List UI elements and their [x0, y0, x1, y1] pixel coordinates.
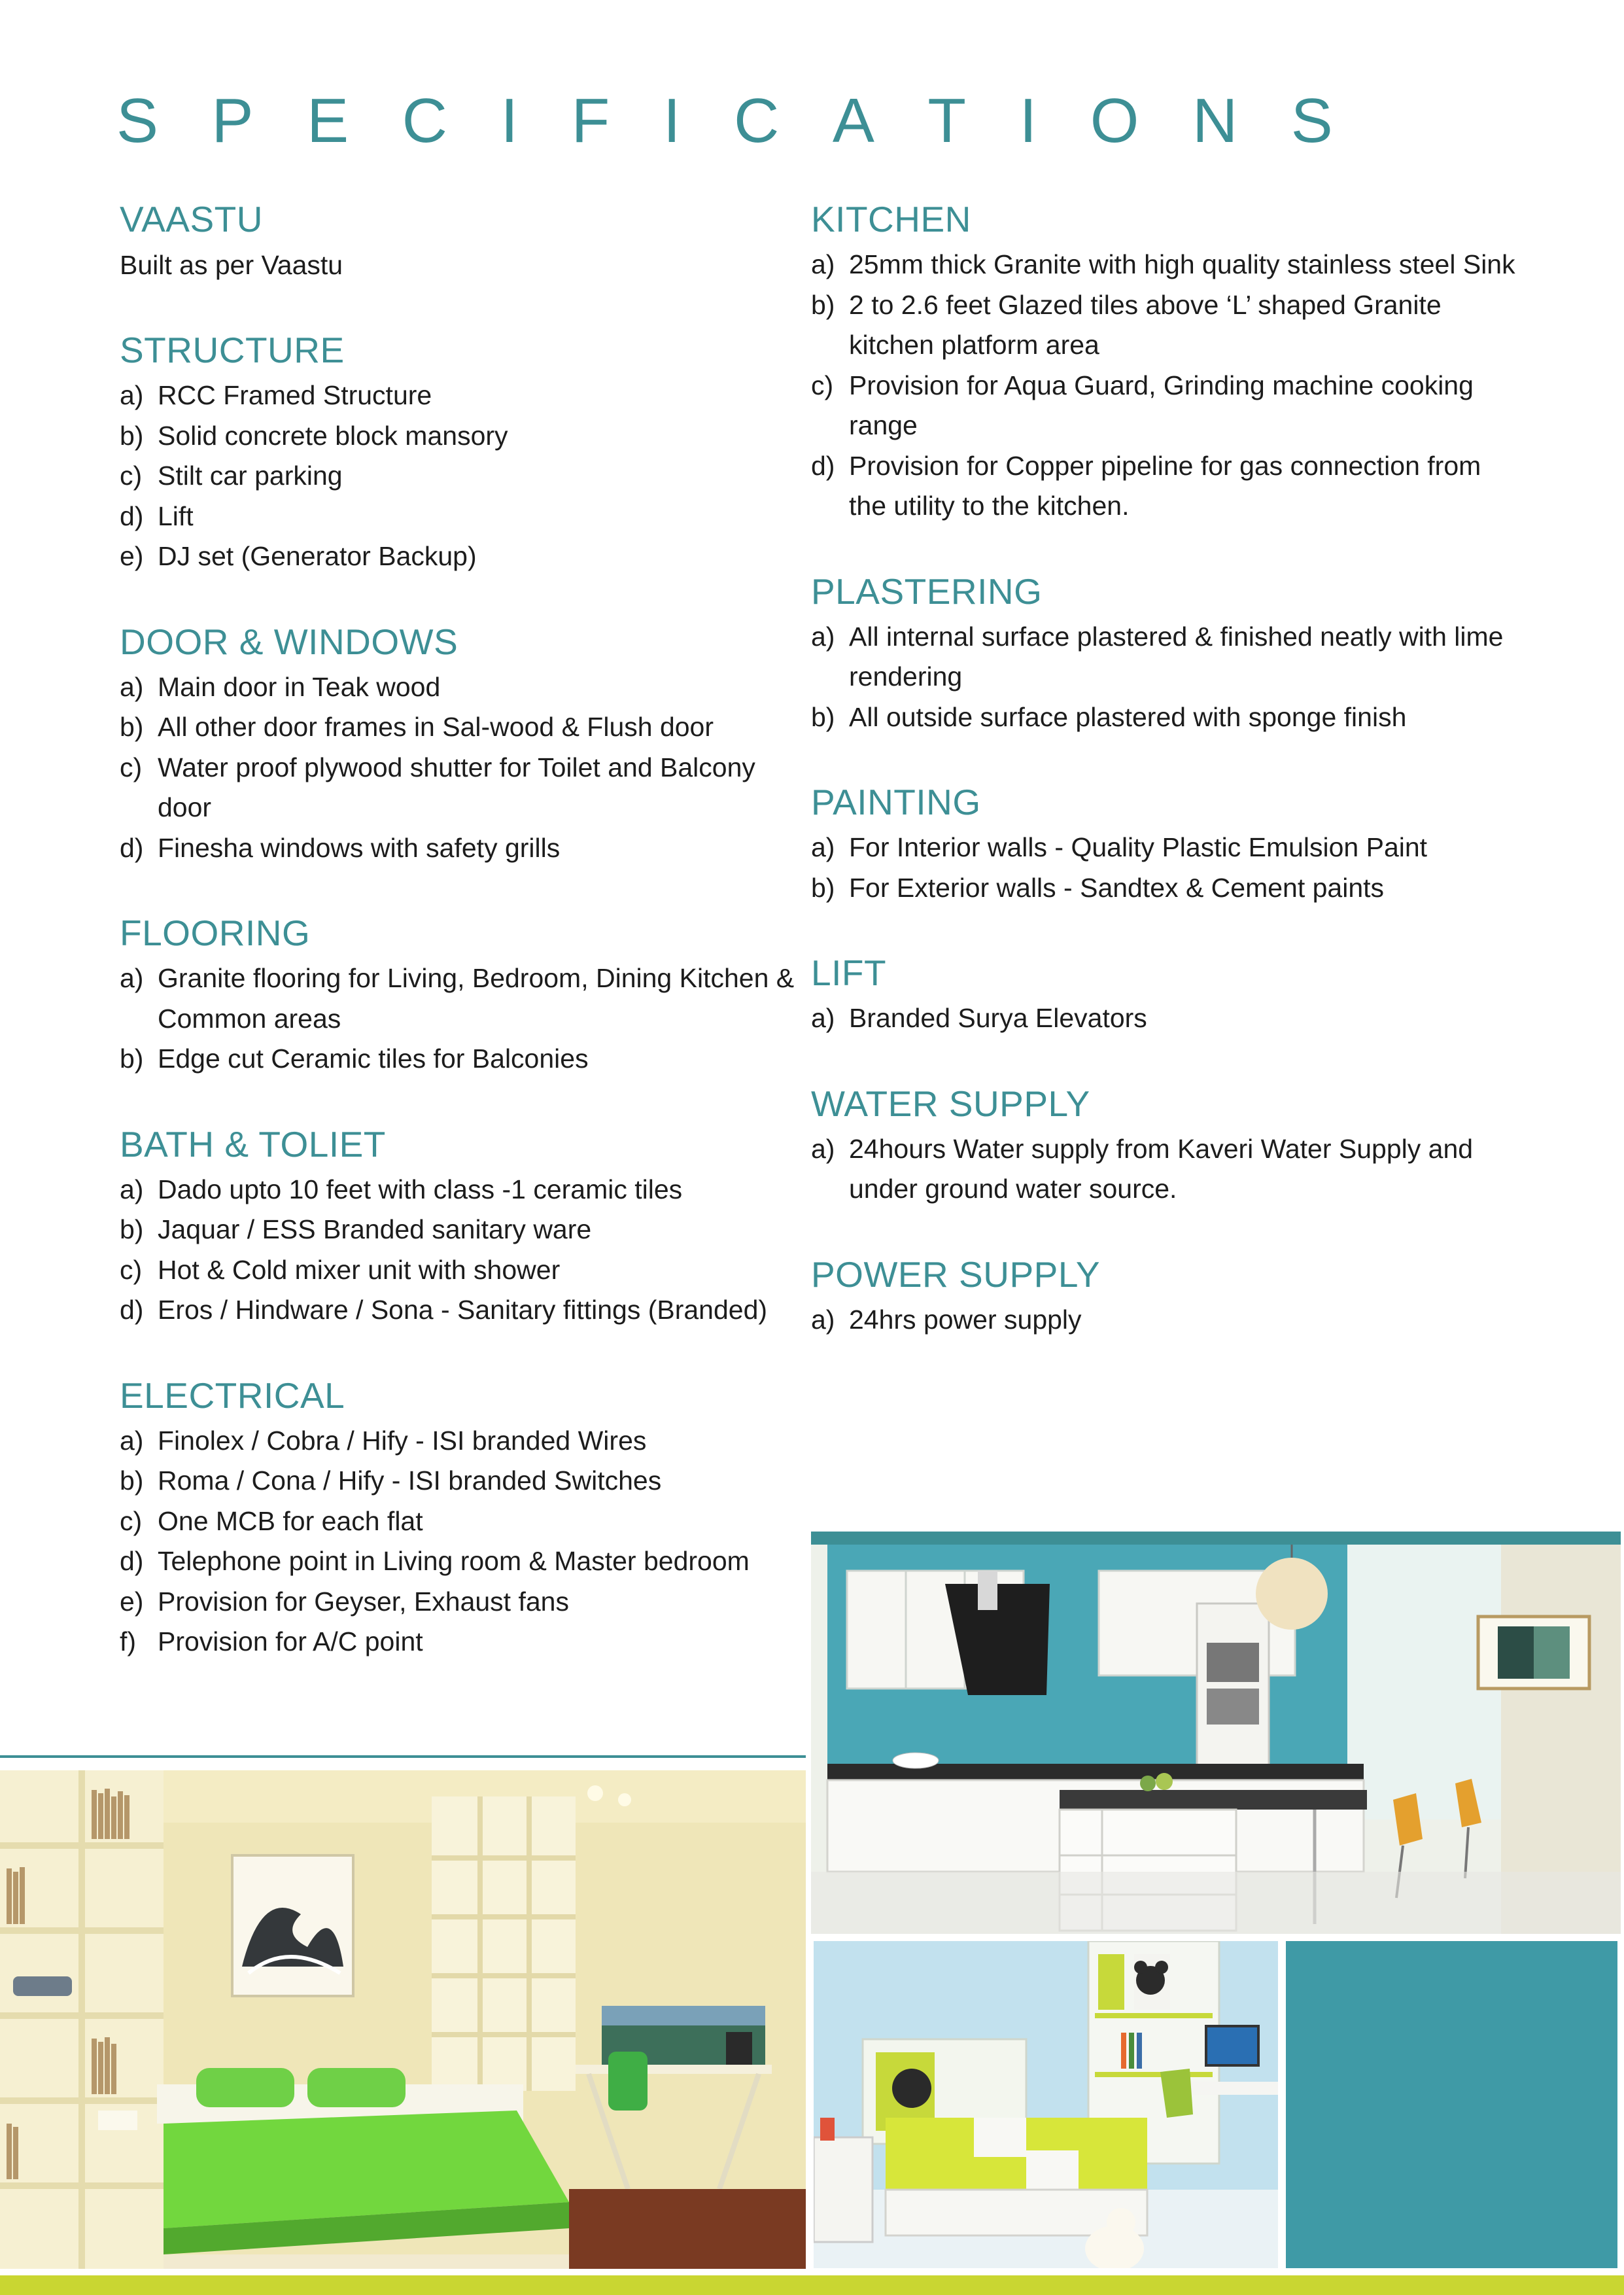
list-marker: a) [811, 1133, 835, 1164]
title-letter: S [116, 86, 159, 156]
list-item-text: One MCB for each flat [158, 1505, 423, 1536]
list-marker: c) [120, 1505, 143, 1536]
list-item [120, 497, 813, 537]
list-item [120, 748, 813, 828]
right-specs-column [811, 196, 1517, 1382]
list-item [120, 707, 813, 748]
list-item-text: 24hrs power supply [849, 1304, 1082, 1335]
list-marker: b) [120, 420, 144, 451]
list-item [120, 1622, 813, 1662]
list-item [120, 1250, 813, 1291]
section-heading: WATER SUPPLY [811, 1083, 1090, 1124]
list-marker: e) [120, 1586, 144, 1617]
list-item-text: Provision for Aqua Guard, Grinding machine cooking range [849, 370, 1474, 440]
spec-section [811, 779, 1517, 908]
spec-section [811, 950, 1517, 1039]
list-item [120, 958, 813, 1039]
list-item-text: Water proof plywood shutter for Toilet and Balcony door [158, 752, 755, 822]
list-item [120, 1461, 813, 1501]
title-letter: E [307, 86, 349, 156]
list-marker: a) [811, 1003, 835, 1033]
section-heading: STRUCTURE [120, 330, 345, 370]
list-marker: b) [811, 872, 835, 903]
divider-line [0, 1755, 806, 1758]
list-marker: d) [120, 1295, 144, 1325]
list-marker: c) [120, 1254, 143, 1285]
master-bedroom-photo [0, 1770, 806, 2269]
list-item-text: 24hours Water supply from Kaveri Water Supply and under ground water source. [849, 1133, 1474, 1204]
list-marker: b) [811, 289, 835, 320]
list-marker: b) [120, 1214, 144, 1244]
list-marker: f) [120, 1626, 137, 1656]
page-title [116, 85, 1333, 157]
section-heading: KITCHEN [811, 199, 971, 239]
list-item [120, 828, 813, 869]
title-letter: F [571, 86, 610, 156]
list-item [120, 1582, 813, 1622]
spec-list [811, 828, 1517, 908]
list-item [120, 416, 813, 457]
spec-section [120, 196, 813, 285]
left-specs-column [120, 196, 813, 1704]
list-marker: b) [811, 701, 835, 732]
title-letter: P [211, 86, 254, 156]
list-marker: a) [811, 1304, 835, 1335]
list-item [811, 868, 1517, 909]
title-letter: T [927, 86, 967, 156]
list-item-text: DJ set (Generator Backup) [158, 541, 477, 571]
list-item [120, 536, 813, 577]
section-heading: LIFT [811, 953, 887, 993]
list-marker: a) [120, 380, 144, 410]
title-letter: C [734, 86, 780, 156]
title-letter: C [402, 86, 447, 156]
list-marker: b) [120, 1465, 144, 1496]
spec-section [120, 1373, 813, 1662]
list-item-text: Telephone point in Living room & Master bedroom [158, 1546, 750, 1576]
list-item-text: 2 to 2.6 feet Glazed tiles above ‘L’ shaped Granite kitchen platform area [849, 289, 1442, 360]
list-item-text: For Exterior walls - Sandtex & Cement paints [849, 872, 1385, 903]
spec-list [811, 245, 1517, 527]
list-marker: a) [811, 832, 835, 862]
list-marker: a) [120, 1425, 144, 1456]
list-item-text: Provision for Geyser, Exhaust fans [158, 1586, 569, 1617]
list-item-text: Jaquar / ESS Branded sanitary ware [158, 1214, 592, 1244]
list-marker: b) [120, 1043, 144, 1074]
list-item [811, 1300, 1517, 1340]
spec-list [811, 617, 1517, 738]
list-item [811, 245, 1517, 285]
list-item [120, 1210, 813, 1250]
list-item [120, 667, 813, 708]
list-item [120, 1501, 813, 1542]
list-item-text: All internal surface plastered & finished neatly with lime rendering [849, 621, 1504, 692]
list-item [120, 1541, 813, 1582]
list-item-text: Roma / Cona / Hify - ISI branded Switches [158, 1465, 662, 1496]
spec-list [811, 1300, 1517, 1340]
list-marker: a) [120, 671, 144, 702]
list-marker: a) [120, 963, 144, 993]
list-item-text: Branded Surya Elevators [849, 1003, 1147, 1033]
list-item-text: Provision for A/C point [158, 1626, 423, 1656]
list-item [120, 456, 813, 497]
list-item [120, 1421, 813, 1462]
list-item-text: Solid concrete block mansory [158, 420, 508, 451]
list-item [811, 1129, 1517, 1210]
spec-section [120, 619, 813, 869]
list-item [811, 285, 1517, 366]
spec-list [811, 1129, 1517, 1210]
list-marker: e) [120, 541, 144, 571]
list-marker: d) [120, 500, 144, 531]
list-marker: b) [120, 712, 144, 742]
title-letter: S [1290, 86, 1333, 156]
list-item [811, 366, 1517, 446]
list-item [811, 998, 1517, 1039]
list-item-text: Hot & Cold mixer unit with shower [158, 1254, 561, 1285]
spec-section [811, 569, 1517, 738]
spec-section [120, 1121, 813, 1331]
kitchen-photo [811, 1532, 1621, 1934]
list-item-text: 25mm thick Granite with high quality stainless steel Sink [849, 249, 1515, 279]
list-marker: c) [811, 370, 834, 400]
section-heading: PAINTING [811, 782, 981, 822]
title-letter: N [1192, 86, 1238, 156]
list-marker: a) [120, 1174, 144, 1204]
list-item-text: Finolex / Cobra / Hify - ISI branded Wires [158, 1425, 647, 1456]
section-heading: DOOR & WINDOWS [120, 621, 458, 662]
list-item-text: RCC Framed Structure [158, 380, 432, 410]
list-item-text: Provision for Copper pipeline for gas connection from the utility to the kitchen. [849, 450, 1481, 521]
spec-list [120, 667, 813, 869]
list-item-text: Stilt car parking [158, 461, 343, 491]
section-heading: POWER SUPPLY [811, 1253, 1101, 1295]
list-item [120, 1290, 813, 1331]
title-letter: I [663, 86, 681, 156]
list-marker: a) [811, 621, 835, 652]
spec-list [120, 958, 813, 1079]
list-item-text: Dado upto 10 feet with class -1 ceramic tiles [158, 1174, 683, 1204]
spec-section [120, 910, 813, 1079]
list-marker: d) [120, 832, 144, 863]
title-letter: I [500, 86, 519, 156]
list-item-text: Lift [158, 500, 194, 531]
list-marker: a) [811, 249, 835, 279]
spec-list [120, 1170, 813, 1331]
section-heading: VAASTU [120, 199, 263, 239]
list-item [811, 697, 1517, 738]
section-heading: PLASTERING [811, 570, 1043, 612]
list-item-text: Main door in Teak wood [158, 671, 441, 702]
list-item-text: Eros / Hindware / Sona - Sanitary fittings (Branded) [158, 1295, 768, 1325]
list-item [120, 1039, 813, 1079]
spec-list [120, 1421, 813, 1662]
section-heading: BATH & TOLIET [120, 1123, 386, 1165]
spec-section [120, 327, 813, 577]
title-letter: I [1019, 86, 1037, 156]
list-item-text: For Interior walls - Quality Plastic Emulsion Paint [849, 832, 1428, 862]
spec-list [120, 376, 813, 577]
spec-section [811, 1081, 1517, 1210]
section-heading: ELECTRICAL [120, 1375, 345, 1416]
list-marker: c) [120, 461, 143, 491]
list-item [811, 617, 1517, 697]
list-item [811, 446, 1517, 527]
section-text: Built as per Vaastu [120, 250, 343, 280]
title-letter: O [1090, 86, 1139, 156]
list-item-text: All outside surface plastered with sponge finish [849, 701, 1407, 732]
list-marker: d) [120, 1546, 144, 1576]
list-item-text: Finesha windows with safety grills [158, 832, 561, 863]
list-marker: c) [120, 752, 143, 782]
list-item-text: Edge cut Ceramic tiles for Balconies [158, 1043, 589, 1074]
list-marker: d) [811, 450, 835, 481]
bottom-accent-band [0, 2275, 1624, 2295]
kids-bedroom-photo [814, 1941, 1278, 2268]
list-item [811, 828, 1517, 868]
section-heading: FLOORING [120, 913, 311, 953]
list-item [120, 376, 813, 416]
title-letter: A [832, 86, 874, 156]
list-item-text: All other door frames in Sal-wood & Flush door [158, 712, 714, 742]
list-item-text: Granite flooring for Living, Bedroom, Dining Kitchen & Common areas [158, 963, 795, 1034]
spec-section [811, 1252, 1517, 1340]
spec-list [811, 998, 1517, 1039]
list-item [120, 1170, 813, 1210]
spec-section [811, 196, 1517, 527]
teal-color-block [1286, 1941, 1617, 2268]
